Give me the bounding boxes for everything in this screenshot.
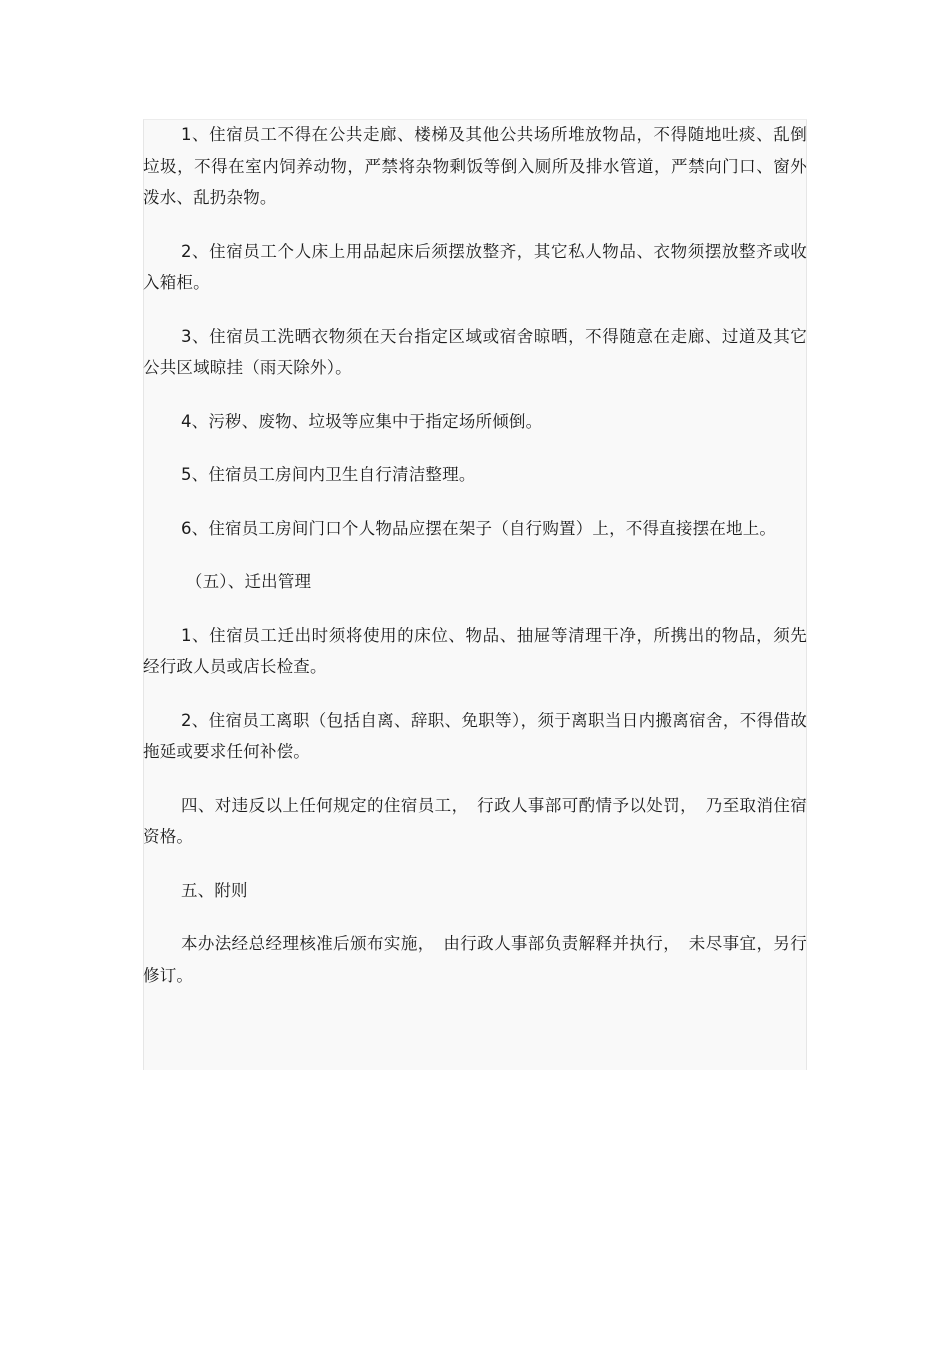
rule-paragraph: 2、住宿员工离职（包括自离、辞职、免职等），须于离职当日内搬离宿舍，不得借故拖延或要求任何补偿。 [143, 710, 807, 761]
rule-paragraph: 6、住宿员工房间门口个人物品应摆在架子（自行购置）上，不得直接摆在地上。 [180, 518, 777, 538]
rule-paragraph: 1、住宿员工不得在公共走廊、楼梯及其他公共场所堆放物品，不得随地吐痰、乱倒垃圾，不得在室内饲养动物，严禁将杂物剩饭等倒入厕所及排水管道，严禁向门口、窗外泼水、乱扔杂物。 [143, 125, 807, 207]
penalty-paragraph: 四、对违反以上任何规定的住宿员工， 行政人事部可酌情予以处罚， 乃至取消住宿资格。 [143, 795, 807, 846]
rule-paragraph: 5、住宿员工房间内卫生自行清洁整理。 [180, 465, 476, 484]
section-heading: （五）、迁出管理 [185, 572, 312, 591]
rule-paragraph: 3、住宿员工洗晒衣物须在天台指定区域或宿舍晾晒，不得随意在走廊、过道及其它公共区域晾挂（雨天除外）。 [143, 326, 807, 377]
rule-paragraph: 2、住宿员工个人床上用品起床后须摆放整齐，其它私人物品、衣物须摆放整齐或收入箱柜。 [143, 241, 807, 292]
rule-paragraph: 4、污秽、废物、垃圾等应集中于指定场所倾倒。 [180, 411, 543, 431]
section-heading: 五、附则 [180, 880, 248, 900]
closing-paragraph: 本办法经总经理核准后颁布实施， 由行政人事部负责解释并执行， 未尽事宜，另行修订。 [143, 934, 807, 985]
rule-paragraph: 1、住宿员工迁出时须将使用的床位、物品、抽屉等清理干净，所携出的物品，须先经行政人员或店长检查。 [143, 625, 807, 676]
document-body [143, 119, 807, 1013]
